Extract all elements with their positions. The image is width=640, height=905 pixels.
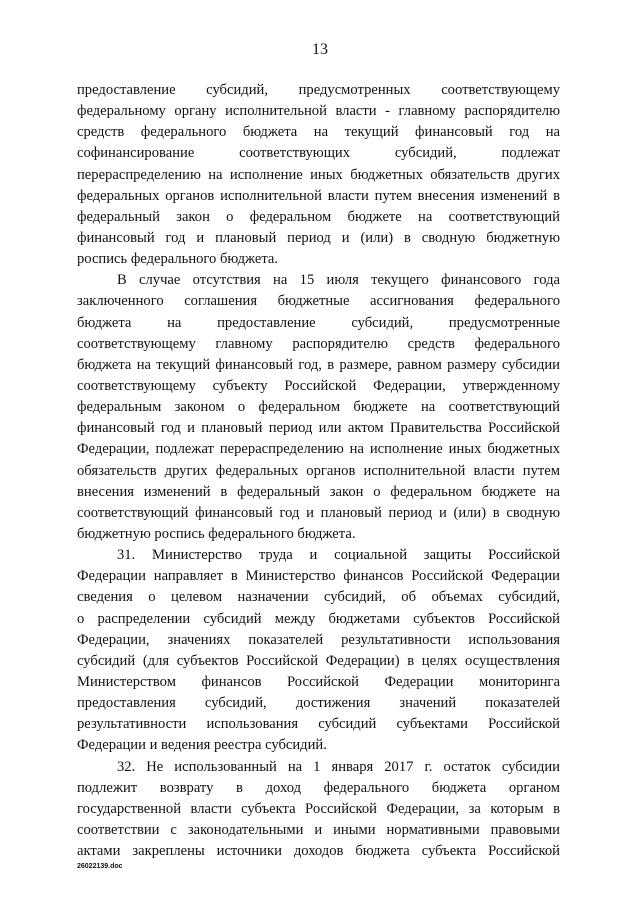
text-line: федеральным законом о федеральном бюджете на соответствующий: [77, 399, 560, 416]
text-line: федеральному органу исполнительной власти - главному распорядителю: [77, 103, 560, 120]
footer-filename: 26022139.doc: [77, 863, 123, 870]
text-line: софинансирование соответствующих субсидий, подлежат: [77, 145, 560, 162]
text-line: бюджета на текущий финансовый год, в размере, равном размеру субсидии: [77, 356, 560, 373]
paragraph-first-line: 31. Министерство труда и социальной защиты Российской: [117, 547, 560, 564]
text-line: средств федерального бюджета на текущий финансовый год на: [77, 124, 560, 141]
text-line: обязательств других федеральных органов исполнительной власти путем: [77, 462, 560, 479]
text-line: сведения о целевом назначении субсидий, об объемах субсидий,: [77, 589, 560, 606]
text-line: бюджета на предоставление субсидий, предусмотренные: [77, 314, 560, 331]
paragraph-first-line: В случае отсутствия на 15 июля текущего финансового года: [117, 272, 560, 289]
text-line: Федерации и ведения реестра субсидий.: [77, 737, 327, 754]
text-line: роспись федерального бюджета.: [77, 251, 279, 268]
text-line: федеральный закон о федеральном бюджете на соответствующий: [77, 208, 560, 225]
text-line: перераспределению на исполнение иных бюджетных обязательств других: [77, 166, 560, 183]
text-line: финансовый год и плановый период и (или) в сводную бюджетную: [77, 229, 560, 246]
text-line: подлежит возврату в доход федерального бюджета органом: [77, 779, 560, 796]
text-line: соответствии с законодательными и иными нормативными правовыми: [77, 821, 560, 838]
text-line: субсидий (для субъектов Российской Федерации) в целях осуществления: [77, 652, 560, 669]
text-line: Федерации, значениях показателей результативности использования: [77, 631, 560, 648]
text-line: Министерством финансов Российской Федерации мониторинга: [77, 673, 560, 690]
text-line: финансовый год и плановый период или актом Правительства Российской: [77, 420, 560, 437]
text-line: федеральных органов исполнительной власти путем внесения изменений в: [77, 187, 560, 204]
page-number: 13: [312, 41, 328, 58]
text-line: соответствующему главному распорядителю средств федерального: [77, 335, 560, 352]
text-line: Федерации, подлежат перераспределению на исполнение иных бюджетных: [77, 441, 560, 458]
text-line: о распределении субсидий между бюджетами субъектов Российской: [77, 610, 560, 627]
text-line: Федерации направляет в Министерство финансов Российской Федерации: [77, 568, 560, 585]
text-line: соответствующий финансовый год и плановый период и (или) в сводную: [77, 504, 560, 521]
text-line: актами закреплены источники доходов бюджета субъекта Российской: [77, 843, 560, 860]
body-text: [77, 80, 560, 862]
paragraph-first-line: 32. Не использованный на 1 января 2017 г. остаток субсидии: [117, 758, 560, 775]
text-line: соответствующему субъекту Российской Федерации, утвержденному: [77, 377, 560, 394]
text-line: предоставления субсидий, достижения значений показателей: [77, 695, 560, 712]
text-line: заключенного соглашения бюджетные ассигнования федерального: [77, 293, 560, 310]
text-line: внесения изменений в федеральный закон о федеральном бюджете на: [77, 483, 560, 500]
text-line: бюджетную роспись федерального бюджета.: [77, 525, 356, 542]
text-line: государственной власти субъекта Российской Федерации, за которым в: [77, 800, 560, 817]
text-line: предоставление субсидий, предусмотренных соответствующему: [77, 82, 560, 98]
text-line: результативности использования субсидий субъектами Российской: [77, 716, 560, 733]
